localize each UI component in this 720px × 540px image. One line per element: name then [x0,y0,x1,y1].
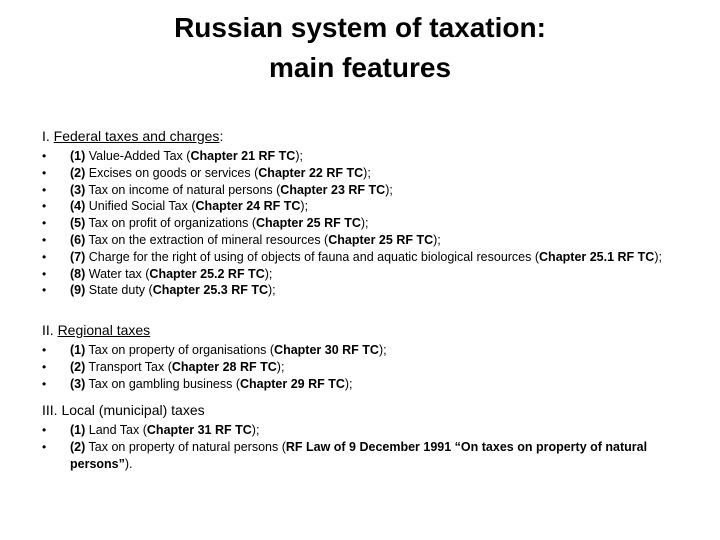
section-heading [42,321,682,339]
section-federal-taxes [42,127,682,299]
list-item [42,266,682,283]
item-number: (3) [70,182,86,197]
section-heading-label: Regional taxes [57,322,151,338]
section-prefix: II. [42,322,58,338]
local-taxes-list [42,422,682,472]
item-end: ); [300,199,309,214]
item-end: ); [251,423,260,437]
list-item [42,439,682,473]
bullet-icon: • [42,266,47,281]
bullet-icon: • [42,216,47,231]
item-end: ); [654,249,662,264]
item-reference: Chapter 29 RF TC [240,376,345,391]
item-end: ); [378,343,387,357]
section-local-taxes [42,401,682,472]
list-item [42,422,682,439]
item-text: Tax on gambling business ( [85,376,240,391]
item-end: ); [360,216,369,231]
item-text: Tax on income of natural persons ( [85,182,281,197]
item-end: ); [268,283,276,298]
item-number: (3) [70,376,86,391]
item-reference: Chapter 28 RF TC [171,359,277,374]
section-prefix: I. [42,128,54,144]
item-text: Unified Social Tax ( [85,199,196,214]
item-number: (2) [70,439,86,454]
section-heading [42,127,682,145]
item-reference: Chapter 25.2 RF TC [149,266,265,281]
item-number: (5) [70,216,86,231]
slide-title-line-1: Russian system of taxation: [174,12,546,43]
item-number: (7) [70,249,86,264]
item-end: ). [124,456,133,471]
item-text: Excises on goods or services ( [85,165,259,180]
item-reference: Chapter 25 RF TC [255,216,361,231]
item-text: Land Tax ( [85,423,147,437]
list-item [42,359,682,376]
bullet-icon: • [42,199,47,214]
item-text: Tax on profit of organizations ( [85,216,256,231]
section-regional-taxes [42,321,682,392]
bullet-icon: • [42,376,47,391]
bullet-icon: • [42,149,47,163]
item-text: Tax on the extraction of mineral resources ( [85,232,329,247]
item-end: ); [276,359,285,374]
bullet-icon: • [42,232,47,247]
list-item [42,215,682,232]
item-reference: Chapter 30 RF TC [274,343,379,357]
item-number: (1) [70,343,86,357]
item-number: (1) [70,149,86,163]
list-item [42,232,682,249]
item-end: ); [363,165,371,180]
item-text: Tax on property of natural persons ( [85,439,286,454]
item-number: (4) [70,199,86,214]
list-item [42,182,682,199]
bullet-icon: • [42,249,47,264]
item-reference: Chapter 24 RF TC [195,199,301,214]
item-reference: Chapter 22 RF TC [258,165,364,180]
list-item [42,342,682,359]
bullet-icon: • [42,439,47,454]
item-number: (8) [70,266,86,281]
bullet-icon: • [42,182,47,197]
bullet-icon: • [42,423,47,437]
item-number: (9) [70,283,86,298]
section-heading-label: Federal taxes and charges [53,128,220,144]
item-number: (1) [70,423,86,437]
regional-taxes-list [42,342,682,392]
bullet-icon: • [42,283,47,298]
item-number: (6) [70,232,86,247]
item-end: ); [295,149,303,163]
item-end: ); [344,376,353,391]
bullet-icon: • [42,359,47,374]
item-end: ); [433,232,441,247]
item-reference: Chapter 23 RF TC [280,182,386,197]
item-text: Tax on property of organisations ( [85,343,275,357]
item-text: Water tax ( [85,266,150,281]
item-reference: Chapter 21 RF TC [190,149,296,163]
item-text: Charge for the right of using of objects of fauna and aquatic biological resources ( [85,249,540,264]
item-end: ); [264,266,273,281]
item-number: (2) [70,359,86,374]
slide-title-line-2: main features [268,52,452,83]
bullet-icon: • [42,165,47,180]
list-item [42,198,682,215]
item-reference: Chapter 25.3 RF TC [152,283,268,298]
list-item [42,282,682,299]
slide-title [0,8,720,88]
item-reference: RF Law of 9 December 1991 “On taxes on property of natural persons” [70,439,648,471]
list-item [42,376,682,393]
item-number: (2) [70,165,86,180]
item-reference: Chapter 31 RF TC [146,423,252,437]
list-item [42,249,682,266]
item-reference: Chapter 25 RF TC [328,232,434,247]
item-text: Value-Added Tax ( [85,149,191,163]
section-heading [42,401,682,419]
item-text: State duty ( [85,283,153,298]
bullet-icon: • [42,343,47,357]
list-item [42,165,682,182]
item-text: Transport Tax ( [85,359,172,374]
section-suffix: : [219,128,224,144]
item-end: ); [385,182,393,197]
federal-taxes-list [42,148,682,299]
list-item [42,148,682,165]
section-heading-label: III. Local (municipal) taxes [42,402,205,418]
item-reference: Chapter 25.1 RF TC [539,249,655,264]
